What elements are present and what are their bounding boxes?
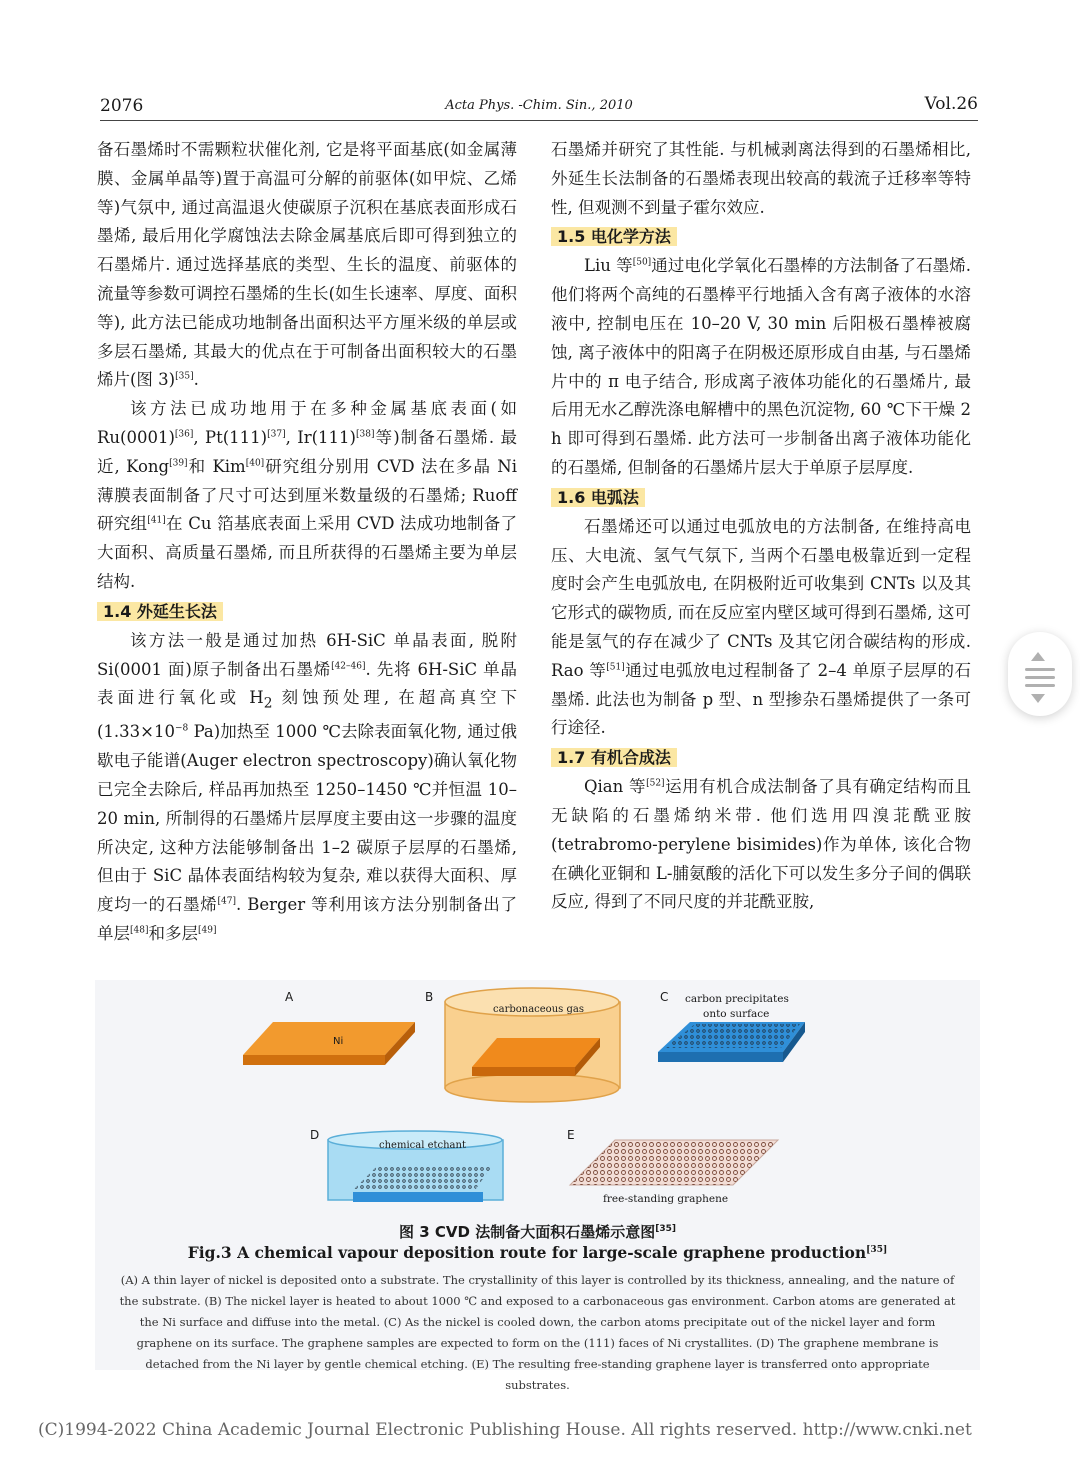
volume-number: Vol.26 [924, 94, 978, 114]
citation: [35] [175, 371, 194, 382]
figure-caption-english: Fig.3 A chemical vapour deposition route for large-scale graphene production[35] [187, 1243, 888, 1262]
page-number: 2076 [100, 96, 144, 116]
section-heading-1-4: 1.4 外延生长法 [97, 598, 517, 626]
citation: [48] [130, 925, 149, 936]
citation: [37] [267, 429, 286, 440]
panel-e-free-graphene [570, 1140, 778, 1185]
citation: [42–46] [331, 661, 366, 672]
citation: [47] [217, 896, 236, 907]
paragraph: 石墨烯并研究了其性能. 与机械剥离法得到的石墨烯相比, 外延生长法制备的石墨烯表现出较高的载流子迁移率等特性, 但观测不到量子霍尔效应. [551, 140, 971, 217]
section-heading-1-7: 1.7 有机合成法 [551, 744, 971, 772]
floating-scroll-handle[interactable] [1008, 632, 1072, 716]
etchant-label: chemical etchant [379, 1140, 466, 1151]
citation: [39] [169, 458, 188, 469]
paragraph: 该方法已成功地用于在多种金属基底表面(如 Ru(0001)[36], Pt(111)[37], Ir(111)[38]等)制备石墨烯. 最近, Kong[39]和 Kim[40]研究组分别用 CVD 法在多晶 Ni 薄膜表面制备了尺寸可达到厘米数量级的石墨烯; Ruoff 研究组[41]在 Cu 箔基底表面上采用 CVD 法成功地制备了大面积、高质量石墨烯, 而且所获得的石墨烯主要为单层结构. [97, 399, 518, 591]
citation: [49] [197, 925, 217, 936]
copyright-footer: (C)1994-2022 China Academic Journal Electronic Publishing House. All rights reserved. http://www.cnki.net [38, 1420, 972, 1440]
paragraph: 石墨烯还可以通过电弧放电的方法制备, 在维持高电压、大电流、氢气气氛下, 当两个石墨电极靠近到一定程度时会产生电弧放电, 在阴极附近可收集到 CNTs 以及其它形式的碳物质, 而在反应室内壁区域可得到石墨烯, 这可能是氢气的存在减少了 CNTs 及其它闭合碳结构的形成. Rao 等[51]通过电弧放电过程制备了 2–4 单原子层厚的石墨烯. 此法也为制备 p 型、n 型掺杂石墨烯提供了一条可行途径. [551, 516, 971, 738]
panel-label-b: B [425, 990, 434, 1004]
section-heading-1-6: 1.6 电弧法 [551, 484, 971, 512]
paragraph: Qian 等[52]运用有机合成法制备了具有确定结构而且无缺陷的石墨烯纳米带. 他们选用四溴苝酰亚胺(tetrabromo-perylene bisimides)作为单体, 该化合物在碘化亚铜和 L-脯氨酸的活化下可以发生多分子间的偶联反应, 得到了不同尺度的并苝酰亚胺, [551, 777, 972, 912]
figure-caption-chinese: 图 3 CVD 法制备大面积石墨烯示意图[35] [399, 1223, 676, 1241]
ni-label: Ni [333, 1036, 344, 1047]
panel-label-e: E [567, 1128, 575, 1142]
gas-label: carbonaceous gas [493, 1004, 584, 1015]
panel-a-nickel-slab [243, 1022, 415, 1065]
scroll-up-icon[interactable] [1031, 652, 1045, 661]
scroll-down-icon[interactable] [1031, 694, 1045, 703]
drag-handle-icon[interactable] [1025, 668, 1055, 692]
precipitates-label: carbon precipitates [685, 993, 789, 1005]
citation: [50] [632, 257, 652, 268]
figure-caption-description: (A) A thin layer of nickel is deposited onto a substrate. The crystallinity of this layer is controlled by its thickness, annealing, and the nature of the substrate. (B) The nickel layer is heated to about 1000 ℃ and exposed to a carbonaceous gas environment. Carbon atoms are generated at the Ni surface and diffuse into the metal. (C) As the nickel is cooled down, the carbon atoms precipitate out of the nickel layer and form graphene on its surface. The graphene samples are expected to form on the (111) faces of Ni crystallites. (D) The graphene membrane is detached from the Ni layer by gentle chemical etching. (E) The resulting free-standing graphene layer is transferred onto appropriate substrates. [119, 1273, 956, 1392]
citation: [52] [646, 778, 665, 789]
panel-label-d: D [310, 1128, 320, 1142]
citation: [38] [356, 429, 375, 440]
panel-c-graphene-on-nickel [658, 1022, 805, 1062]
paragraph: Liu 等[50]通过电化学氧化石墨棒的方法制备了石墨烯. 他们将两个高纯的石墨棒平行地插入含有离子液体的水溶液中, 控制电压在 10–20 V, 30 min 后阳极石墨棒被腐蚀, 离子液体中的阳离子在阴极还原形成自由基, 与石墨烯片中的 π 电子结合, 形成离子液体功能化的石墨烯片, 最后用无水乙醇洗涤电解槽中的黑色沉淀物, 60 ℃下干燥 2 h 即可得到石墨烯. 此方法可一步制备出离子液体功能化的石墨烯, 但制备的石墨烯片层大于单原子层厚度. [551, 256, 971, 477]
citation: [36] [174, 429, 194, 440]
citation: [51] [606, 662, 625, 673]
right-column [551, 136, 971, 917]
figure-3-illustration [95, 980, 980, 1220]
citation: [41] [147, 515, 166, 526]
panel-label-c: C [660, 990, 669, 1004]
free-graphene-label: free-standing graphene [603, 1193, 729, 1205]
paragraph: 该方法一般是通过加热 6H-SiC 单晶表面, 脱附 Si(0001 面)原子制备出石墨烯[42–46]. 先将 6H-SiC 单晶表面进行氧化或 $H_2$ 刻蚀预处理, 在超高真空下($1.33\times 10^{-8}$ Pa)加热至 1000 ℃去除表面氧化物, 通过俄歇电子能谱(Auger electron spectroscopy)确认氧化物已完全去除后, 样品再加热至 1250–1450 ℃并恒温 10–20 min, 所制得的石墨烯片层厚度主要由这一步骤的温度所决定, 这种方法能够制备出 1–2 碳原子层厚的石墨烯, 但由于 SiC 晶体表面结构较为复杂, 难以获得大面积、厚度均一的石墨烯[47]. Berger 等利用该方法分别制备出了单层[48]和多层[49] [97, 630, 517, 944]
running-header [100, 92, 978, 121]
precipitates-label-2: onto surface [703, 1008, 770, 1020]
citation: [40] [245, 458, 265, 469]
left-column [97, 136, 517, 949]
journal-name: Acta Phys. -Chim. Sin., 2010 [445, 98, 633, 113]
paragraph: 备石墨烯时不需颗粒状催化剂, 它是将平面基底(如金属薄膜、金属单晶等)置于高温可分解的前驱体(如甲烷、乙烯等)气氛中, 通过高温退火使碳原子沉积在基底表面形成石墨烯, 最后用化学腐蚀法去除金属基底后即可得到独立的石墨烯片. 通过选择基底的类型、生长的温度、前驱体的流量等参数可调控石墨烯的生长(如生长速率、厚度、面积等), 此方法已能成功地制备出面积达平方厘米级的单层或多层石墨烯, 其最大的优点在于可制备出面积较大的石墨烯片(图 3)[35]. [97, 140, 517, 390]
panel-label-a: A [285, 990, 294, 1004]
section-heading-1-5: 1.5 电化学方法 [551, 223, 971, 251]
figure-3 [95, 980, 980, 1392]
